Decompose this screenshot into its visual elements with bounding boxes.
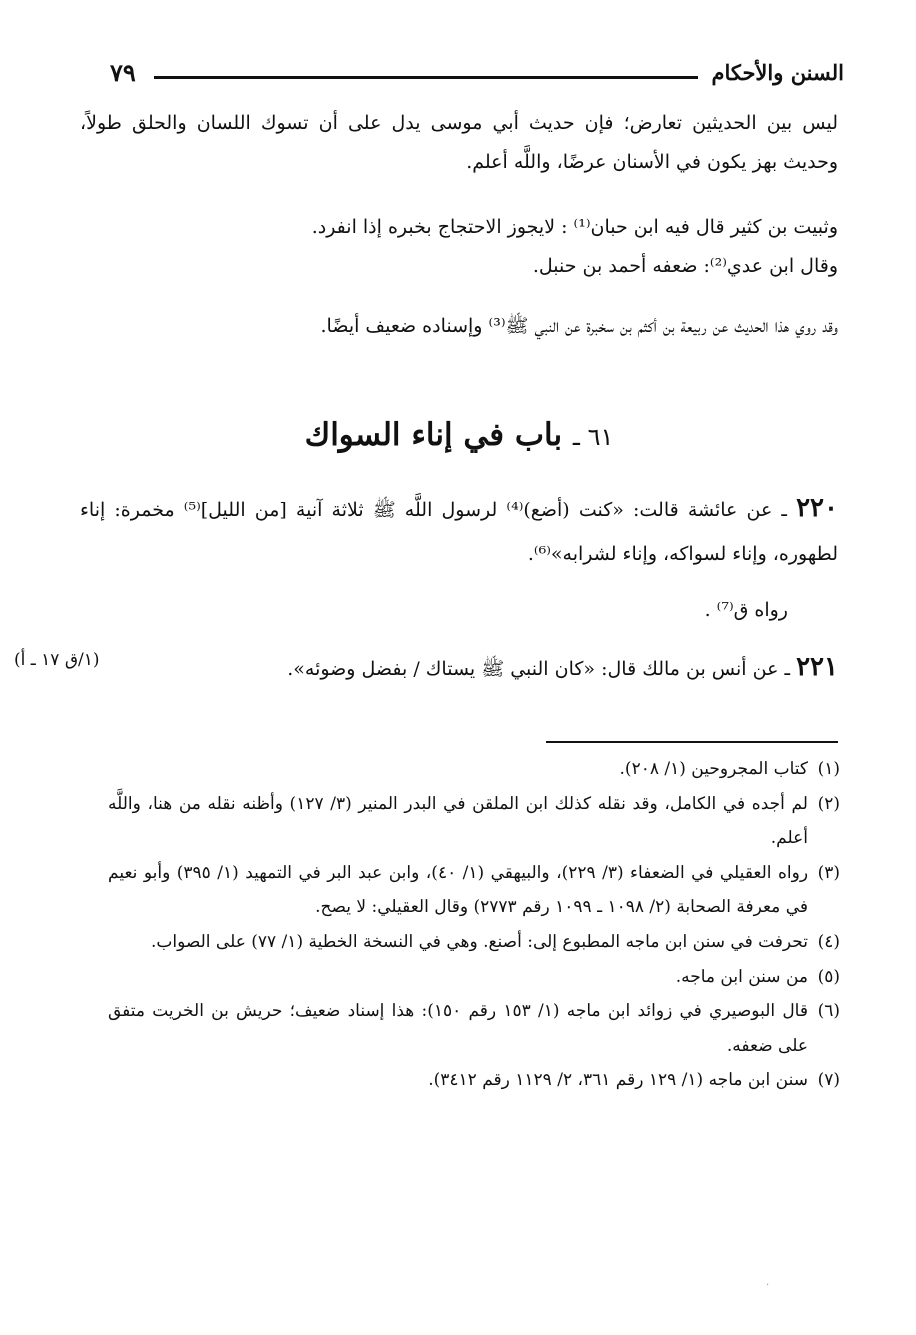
hadith-text: ـ عن أنس بن مالك قال: «كان النبي ﷺ يستاك / بفضل وضوئه». [287,658,791,680]
footnote-separator [546,741,838,743]
footnote [108,752,840,787]
footnote-text: من سنن ابن ماجه. [675,966,808,987]
header-title: السنن والأحكام [711,60,844,85]
footnote-text: سنن ابن ماجه (١/ ١٢٩ رقم ٣٦١، ٢/ ١١٢٩ رقم ٣٤١٢). [428,1070,808,1091]
running-header [110,58,844,94]
footnote [108,1063,840,1098]
paragraph-thubayt: وثبيت بن كثير قال فيه ابن حبان⁽¹⁾ : لايجوز الاحتجاج بخبره إذا انفرد. [311,216,838,238]
footnote [108,994,840,1063]
footnote-number: (٣) [817,862,840,883]
footnote-number: (٤) [817,931,840,952]
footnote [108,925,840,960]
page-number: ٧٩ [110,58,136,87]
footnote-number: (٥) [817,966,840,987]
footnote-text: رواه العقيلي في الضعفاء (٣/ ٢٢٩)، والبيهقي (١/ ٤٠)، وابن عبد البر في التمهيد (١/ ٣٩٥) وأبو نعيم في معرفة الصحابة (٢/ ١٠٩٨ ـ ١٠٩٩ رقم ٢٧٧٣) وقال العقيلي: لا يصح. [108,862,809,918]
footnote [108,960,840,995]
chapter-heading [80,406,838,466]
paragraph-hadith-comparison: ليس بين الحديثين تعارض؛ فإن حديث أبي موسى يدل على أن تسوك اللسان والحلق طولاً، وحديث بهز يكون في الأسنان عرضًا، واللَّه أعلم. [80,112,838,173]
footnote [108,856,840,925]
paragraph-rabia: وقد روي هذا الحديث عن ربيعة بن أكثم بن سخبرة عن النبي ﷺ⁽³⁾ وإسناده ضعيف أيضًا. [320,315,838,337]
header-rule [154,76,698,79]
hadith-220-source: رواه ق⁽⁷⁾ . [704,599,788,621]
footnote-text: تحرفت في سنن ابن ماجه المطبوع إلى: أصنع. وهي في النسخة الخطية (١/ ٧٧) على الصواب. [150,931,808,952]
hadith-text: ـ عن عائشة قالت: «كنت (أضع)⁽⁴⁾ لرسول اللَّه ﷺ ثلاثة آنية [من الليل]⁽⁵⁾ مخمرة: إناء لطهوره، وإناء لسواكه، وإناء لشرابه»⁽⁶⁾. [80,499,838,565]
footnote-number: (٦) [817,1001,840,1022]
hadith-220 [80,486,838,576]
chapter-number: ٦١ ـ [572,423,614,451]
footnote-text: قال البوصيري في زوائد ابن ماجه (١/ ١٥٣ رقم ١٥٠): هذا إسناد ضعيف؛ حريش بن الخريت متفق على ضعفه. [108,1001,808,1056]
hadith-number: ٢٢٠ [796,493,838,523]
hadith-221 [180,647,838,689]
footnote-number: (٢) [817,793,840,814]
footnote-text: كتاب المجروحين (١/ ٢٠٨). [619,759,808,779]
footnote-text: لم أجده في الكامل، وقد نقله كذلك ابن الملقن في البدر المنير (٣/ ١٢٧) وأظنه نقله من هنا، واللَّه أعلم. [108,793,808,849]
scan-mark: · [766,1280,770,1291]
footnote [108,787,840,856]
footnote-number: (٧) [817,1070,840,1091]
manuscript-reference: (١/ق ١٧ ـ أ) [14,650,100,670]
footnotes [108,752,840,1098]
chapter-title: باب في إناء السواك [304,417,563,453]
footnote-number: (١) [817,759,840,779]
hadith-number: ٢٢١ [796,652,838,682]
paragraph-ibn-adi: وقال ابن عدي⁽²⁾: ضعفه أحمد بن حنبل. [532,255,838,277]
